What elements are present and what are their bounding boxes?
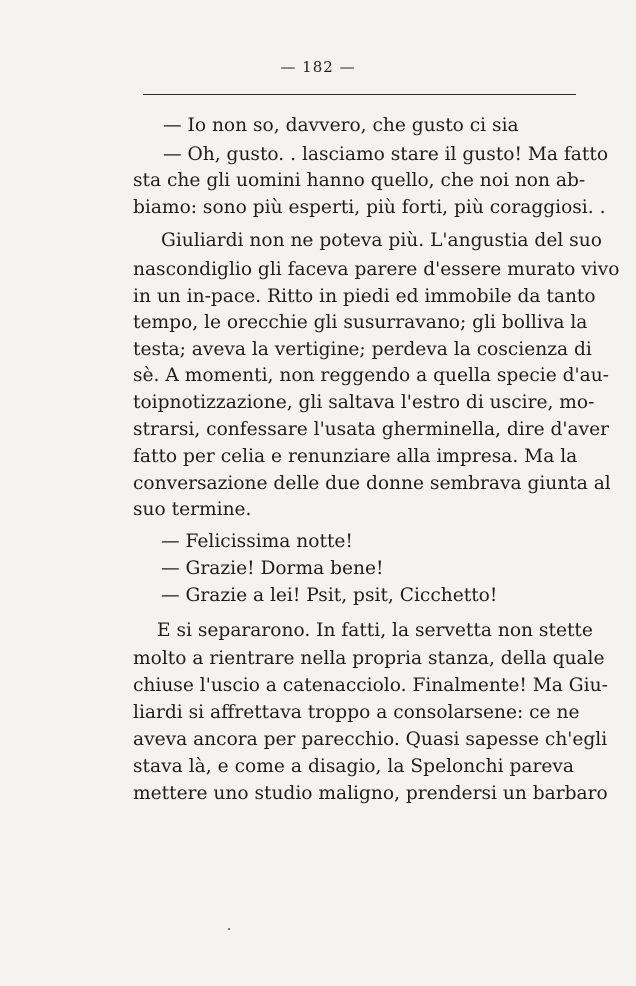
text-line: nascondiglio gli faceva parere d'essere murato vivo [133,259,620,280]
text-line: tempo, le orecchie gli susurravano; gli bolliva la [133,312,588,333]
text-line: Giuliardi non ne poteva più. L'angustia del suo [161,230,602,251]
text-line: — Grazie a lei! Psit, psit, Cicchetto! [161,585,498,606]
text-line: — Felicissima notte! [161,531,353,552]
text-line: in un in-pace. Ritto in piedi ed immobile da tanto [133,286,596,307]
text-line: E si separarono. In fatti, la servetta non stette [157,620,593,641]
text-line: stava là, e come a disagio, la Spelonchi pareva [133,756,574,777]
text-line: suo termine. [133,499,252,520]
page-number: — 182 — [280,58,356,76]
paper-speck [228,928,230,930]
text-line: fatto per celia e renunziare alla impresa. Ma la [133,446,578,467]
text-line: sè. A momenti, non reggendo a quella specie d'au- [133,365,609,386]
text-line: biamo: sono più esperti, più forti, più coraggiosi. . [133,197,606,218]
text-line: strarsi, confessare l'usata gherminella, dire d'aver [133,419,610,440]
text-line: molto a rientrare nella propria stanza, della quale [133,648,605,669]
text-line: — Oh, gusto. . lasciamo stare il gusto! Ma fatto [163,144,609,165]
text-line: — Grazie! Dorma bene! [161,558,384,579]
text-line: testa; aveva la vertigine; perdeva la coscienza di [133,339,592,360]
text-line: liardi si affrettava troppo a consolarsene: ce ne [133,702,580,723]
text-line: conversazione delle due donne sembrava giunta al [133,473,611,494]
text-line: aveva ancora per parecchio. Quasi sapesse ch'egli [133,729,608,750]
text-line: toipnotizzazione, gli saltava l'estro di uscire, mo- [133,392,595,413]
header-rule [143,94,576,95]
text-line: chiuse l'uscio a catenacciolo. Finalmente! Ma Giu- [133,675,608,696]
text-line: mettere uno studio maligno, prendersi un barbaro [133,783,608,804]
text-line: sta che gli uomini hanno quello, che noi non ab- [133,170,586,191]
text-line: — Io non so, davvero, che gusto ci sia [163,115,519,136]
